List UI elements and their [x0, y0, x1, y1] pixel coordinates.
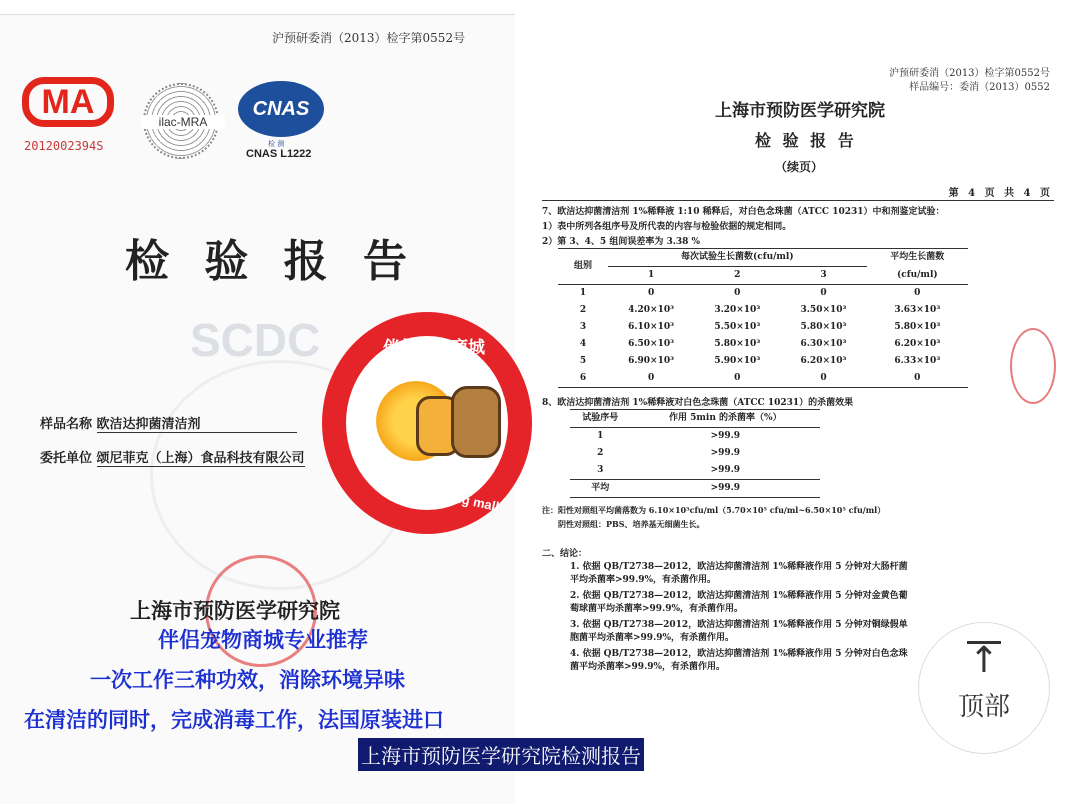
table-cell: 0 — [820, 288, 827, 298]
table-row — [570, 445, 820, 462]
scdc-watermark: SCDC — [190, 314, 321, 366]
table-cell: 6.33×10³ — [894, 356, 941, 366]
ilac-text: ilac-MRA — [141, 115, 225, 129]
right-title: 检 验 报 告 — [755, 131, 857, 150]
table-cell: 6.20×10³ — [894, 339, 941, 349]
cnas-logo: CNAS — [238, 81, 324, 137]
field-label: 委托单位 — [40, 451, 93, 466]
header-cell: 平均生长菌数 — [890, 252, 945, 263]
conclusion-title: 二、结论： — [542, 549, 588, 559]
table-cell: 0 — [820, 373, 827, 383]
table-cell: 4.20×10³ — [628, 305, 675, 315]
table-cell: 5.80×10³ — [800, 322, 847, 332]
sample-number: 样品编号：委消（2013）0552 — [909, 82, 1050, 93]
field-value: 欧洁达抑菌清洁剂 — [97, 413, 297, 433]
table-cell: >99.9 — [710, 465, 741, 475]
page-stamp — [1010, 328, 1056, 404]
table-cell: 5.50×10³ — [714, 322, 761, 332]
section-8: 8、欧洁达抑菌清洁剂 1%稀释液对白色念珠菌（ATCC 10231）的杀菌效果 — [542, 398, 854, 408]
field-value: 颂尼菲克（上海）食品科技有限公司 — [97, 447, 305, 467]
table-cell: 4 — [579, 339, 587, 349]
table-cell: 6 — [579, 373, 587, 383]
table-cell: 1 — [579, 288, 587, 298]
badge-bottom-text: Ai-pet shopping mall — [371, 472, 501, 515]
table-cell: 0 — [647, 373, 655, 383]
table-cell: 3.50×10³ — [800, 305, 847, 315]
table-cell: 2 — [579, 305, 587, 315]
note-2: 2）第 3、4、5 组间误差率为 3.38 % — [542, 237, 701, 247]
table-row — [570, 462, 820, 480]
ilac-mra-logo — [143, 83, 219, 159]
table-cell: 5.90×10³ — [714, 356, 761, 366]
header-cell: 每次试验生长菌数(cfu/ml) — [608, 249, 867, 267]
table-cell: 3 — [579, 322, 587, 332]
cnas-code: CNAS L1222 — [246, 148, 312, 160]
table-subheader-row — [558, 267, 968, 285]
conclusion-item: 3. 依据 QB/T2738—2012，欧洁达抑菌清洁剂 1%稀释液作用 5 分钟对铜绿假单胞菌平均杀菌率>99.9%，有杀菌作用。 — [570, 620, 908, 643]
table-cell: 0 — [647, 288, 655, 298]
table-cell: 6.50×10³ — [628, 339, 675, 349]
back-to-top-label: 顶部 — [957, 692, 1010, 722]
promo-line-2: 一次工作三种功效，消除环境异味 — [90, 667, 405, 692]
header-cell: (cfu/ml) — [896, 269, 938, 280]
badge-top-text: 伴侣宠物商城 — [383, 338, 485, 358]
header-cell: 组别 — [573, 261, 592, 271]
cnas-sub: 检 测 — [268, 140, 285, 148]
table-cell: 3.63×10³ — [894, 305, 941, 315]
field-client — [40, 447, 305, 467]
conclusion-list — [570, 561, 910, 677]
table-cell: 0 — [734, 288, 741, 298]
conclusion-item: 1. 依据 QB/T2738—2012，欧洁达抑菌清洁剂 1%稀释液作用 5 分钟对大肠杆菌平均杀菌率>99.9%，有杀菌作用。 — [570, 562, 908, 585]
table-cell: 0 — [914, 288, 921, 298]
field-label: 样品名称 — [40, 417, 93, 432]
growth-count-table — [558, 248, 968, 388]
back-to-top-button[interactable] — [918, 622, 1050, 754]
table-avg-row — [570, 480, 820, 498]
table-row — [558, 370, 968, 388]
caption-banner: 上海市预防医学研究院检测报告 — [358, 738, 644, 771]
table-cell: >99.9 — [710, 431, 741, 441]
table-cell: 3 — [597, 465, 604, 475]
cma-number: 2012002394S — [24, 139, 104, 153]
footnote-positive: 注：阳性对照组平均菌落数为 6.10×10⁵cfu/ml（5.70×10⁵ cfu/ml~6.50×10⁵ cfu/ml） — [542, 505, 886, 515]
divider — [542, 200, 1054, 201]
right-institute: 上海市预防医学研究院 — [715, 101, 885, 121]
kill-rate-table — [570, 409, 820, 498]
report-ref-number: 沪预研委消（2013）检字第0552号 — [272, 31, 466, 45]
right-report-page — [540, 58, 1060, 708]
table-cell: 2 — [597, 448, 604, 458]
conclusion-item: 4. 依据 QB/T2738—2012，欧洁达抑菌清洁剂 1%稀释液作用 5 分钟对白色念珠菌平均杀菌率>99.9%，有杀菌作用。 — [570, 649, 908, 672]
table-row — [570, 428, 820, 446]
note-1: 1）表中所列各组序号及所代表的内容与检验依据的规定相同。 — [542, 222, 792, 232]
table-cell: 3.20×10³ — [714, 305, 761, 315]
footnote-negative: 阴性对照组：PBS、培养基无细菌生长。 — [558, 519, 705, 529]
table-cell: 5 — [579, 356, 587, 366]
header-cell: 1 — [647, 270, 655, 280]
continued-label: （续页） — [775, 160, 824, 174]
table-cell: 平均 — [591, 483, 610, 493]
promo-line-3: 在清洁的同时，完成消毒工作，法国原装进口 — [24, 707, 444, 732]
field-sample-name — [40, 413, 297, 433]
table-header-row — [558, 249, 968, 267]
right-ref-number: 沪预研委消（2013）检字第0552号 — [889, 68, 1050, 79]
header-cell: 3 — [820, 270, 827, 280]
conclusion-item: 2. 依据 QB/T2738—2012，欧洁达抑菌清洁剂 1%稀释液作用 5 分钟对金黄色葡萄球菌平均杀菌率>99.9%，有杀菌作用。 — [570, 591, 908, 614]
section-7: 7、欧洁达抑菌清洁剂 1%稀释液 1:10 稀释后，对白色念珠菌（ATCC 10231）中和剂鉴定试验： — [542, 207, 945, 217]
report-title: 检 验 报 告 — [125, 236, 417, 287]
table-cell: 0 — [734, 373, 741, 383]
table-cell: 0 — [914, 373, 921, 383]
table-cell: 6.90×10³ — [628, 356, 675, 366]
table-header-row — [570, 410, 820, 428]
table-row — [558, 319, 968, 336]
table-row — [558, 353, 968, 370]
pet-mall-badge — [322, 312, 532, 534]
header-cell: 试验序号 — [582, 413, 619, 423]
table-row — [558, 336, 968, 353]
header-cell: 作用 5min 的杀菌率（%） — [669, 413, 782, 423]
dog-icon — [451, 386, 501, 458]
cma-logo: MA — [22, 77, 114, 127]
table-cell: >99.9 — [710, 483, 741, 493]
table-row — [558, 285, 968, 303]
table-cell: 6.30×10³ — [800, 339, 847, 349]
table-cell: 1 — [597, 431, 604, 441]
table-cell: 5.80×10³ — [714, 339, 761, 349]
table-cell: >99.9 — [710, 448, 741, 458]
promo-line-1: 伴侣宠物商城专业推荐 — [158, 627, 368, 652]
table-cell: 6.20×10³ — [800, 356, 847, 366]
table-cell: 6.10×10³ — [628, 322, 675, 332]
institute-name: 上海市预防医学研究院 — [130, 599, 340, 623]
page-indicator: 第 4 页 共 4 页 — [948, 188, 1050, 199]
table-row — [558, 302, 968, 319]
header-cell: 2 — [734, 270, 741, 280]
table-cell: 5.80×10³ — [894, 322, 941, 332]
arrow-up-icon: ↑ — [968, 640, 1000, 681]
